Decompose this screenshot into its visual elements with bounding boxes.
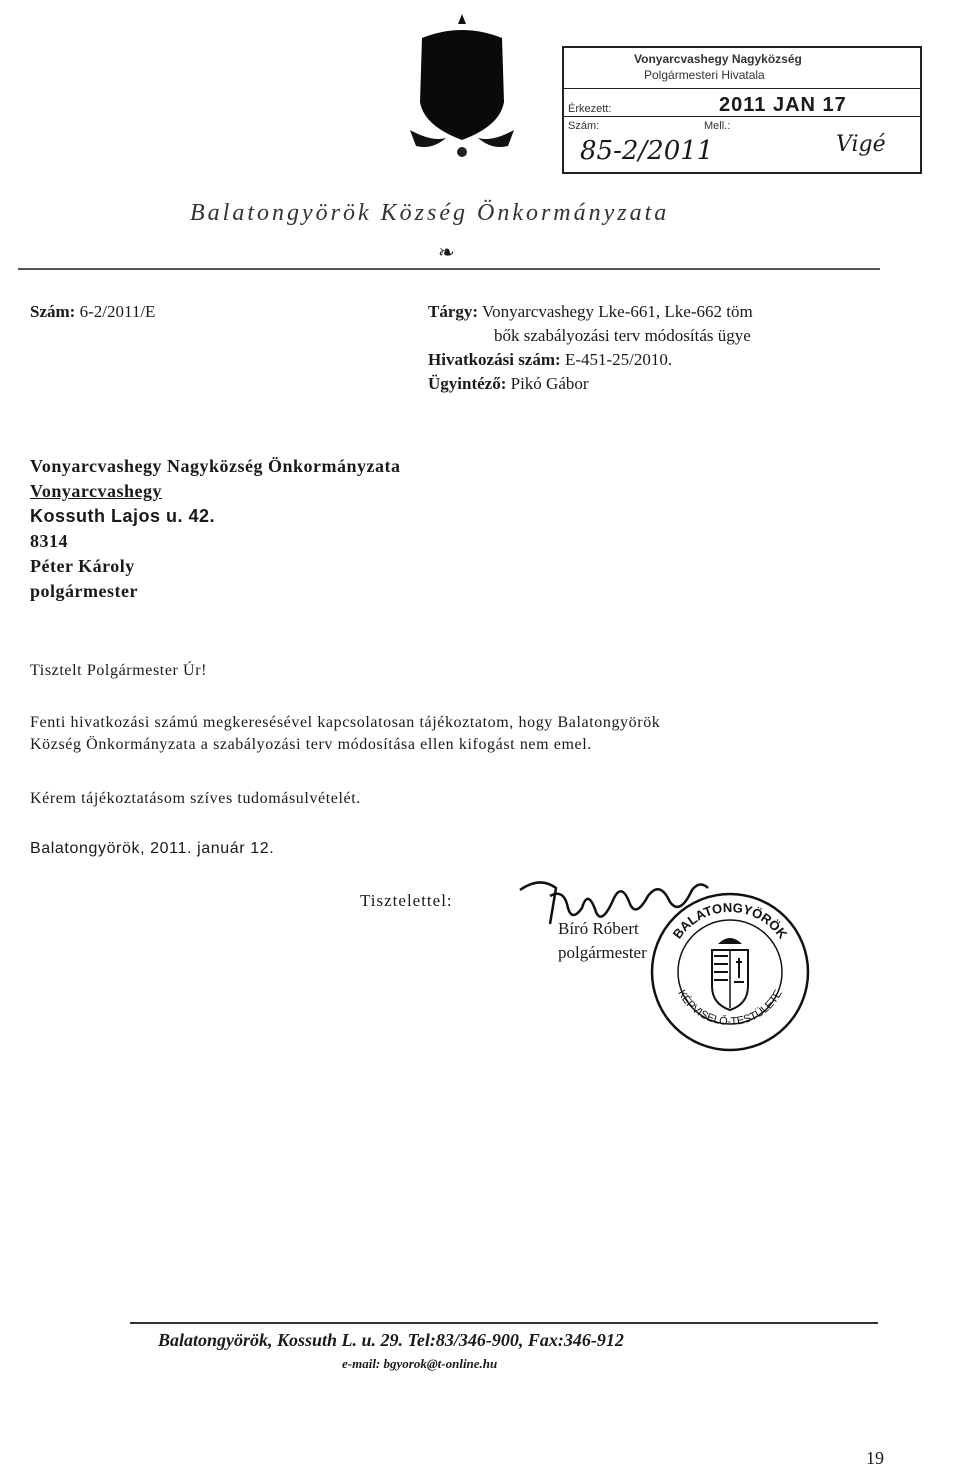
hivatkozasi-label: Hivatkozási szám: [428, 350, 561, 369]
subject-block [428, 300, 888, 396]
attachment-label: Mell.: [704, 120, 731, 132]
stamp-line1: Vonyarcvashegy Nagyközség [634, 52, 802, 66]
targy-value-line2: bők szabályozási terv módosítás ügye [494, 326, 751, 345]
seal-text-top: BALATONGYÖRÖK [669, 899, 791, 942]
ugyintezo-label: Ügyintéző: [428, 374, 507, 393]
closing: Tisztelettel: [360, 891, 453, 910]
recipient-line6: polgármester [30, 581, 138, 601]
recipient-line1: Vonyarcvashegy Nagyközség Önkormányzata [30, 456, 401, 476]
targy-label: Tárgy: [428, 302, 479, 321]
signer-name: Bíró Róbert [558, 919, 639, 938]
seal-text-bottom: KÉPVISELŐ-TESTÜLETE [675, 988, 785, 1028]
handwritten-number: 85-2/2011 [580, 136, 714, 166]
ugyintezo-value: Pikó Gábor [510, 374, 589, 393]
szam-label: Szám: [30, 302, 76, 321]
coat-of-arms-icon [402, 10, 522, 160]
stamp-line2: Polgármesteri Hivatala [644, 68, 765, 82]
number-label: Szám: [568, 120, 600, 132]
body-paragraph-1 [30, 712, 900, 756]
footer-address: Balatongyörök, Kossuth L. u. 29. Tel:83/346-900, Fax:346-912 [158, 1330, 624, 1350]
recipient-line4: 8314 [30, 531, 68, 551]
letter-date: Balatongyörök, 2011. január 12. [30, 840, 275, 857]
ornament-icon: ❧ [438, 242, 455, 264]
handwritten-initials: Vigé [836, 132, 886, 157]
organization-name: Balatongyörök Község Önkormányzata [190, 200, 670, 226]
recipient-address [30, 454, 401, 604]
recipient-line5: Péter Károly [30, 556, 135, 576]
registration-stamp [562, 46, 922, 174]
targy-value-line1: Vonyarcvashegy Lke-661, Lke-662 töm [482, 302, 753, 321]
para1-line1: Fenti hivatkozási számú megkeresésével kapcsolatosan tájékoztatom, hogy Balatongyörök [30, 714, 661, 731]
signer-title: polgármester [558, 943, 647, 962]
official-seal-icon [648, 890, 812, 1054]
hivatkozasi-value: E-451-25/2010. [564, 350, 673, 369]
footer-email: e-mail: bgyorok@t-online.hu [342, 1356, 498, 1371]
page-number: 19 [866, 1448, 884, 1468]
reference-number [30, 300, 155, 324]
para1-line2: Község Önkormányzata a szabályozási terv módosítása ellen kifogást nem emel. [30, 736, 592, 753]
header-divider [18, 268, 880, 270]
body-paragraph-2: Kérem tájékoztatásom szíves tudomásulvételét. [30, 790, 361, 807]
recipient-line2: Vonyarcvashegy [30, 481, 163, 501]
salutation: Tisztelt Polgármester Úr! [30, 662, 208, 679]
footer-divider [130, 1322, 878, 1324]
szam-value: 6-2/2011/E [79, 302, 156, 321]
recipient-line3: Kossuth Lajos u. 42. [30, 506, 216, 526]
received-date: 2011 JAN 17 [719, 94, 847, 116]
received-label: Érkezett: [568, 103, 612, 115]
